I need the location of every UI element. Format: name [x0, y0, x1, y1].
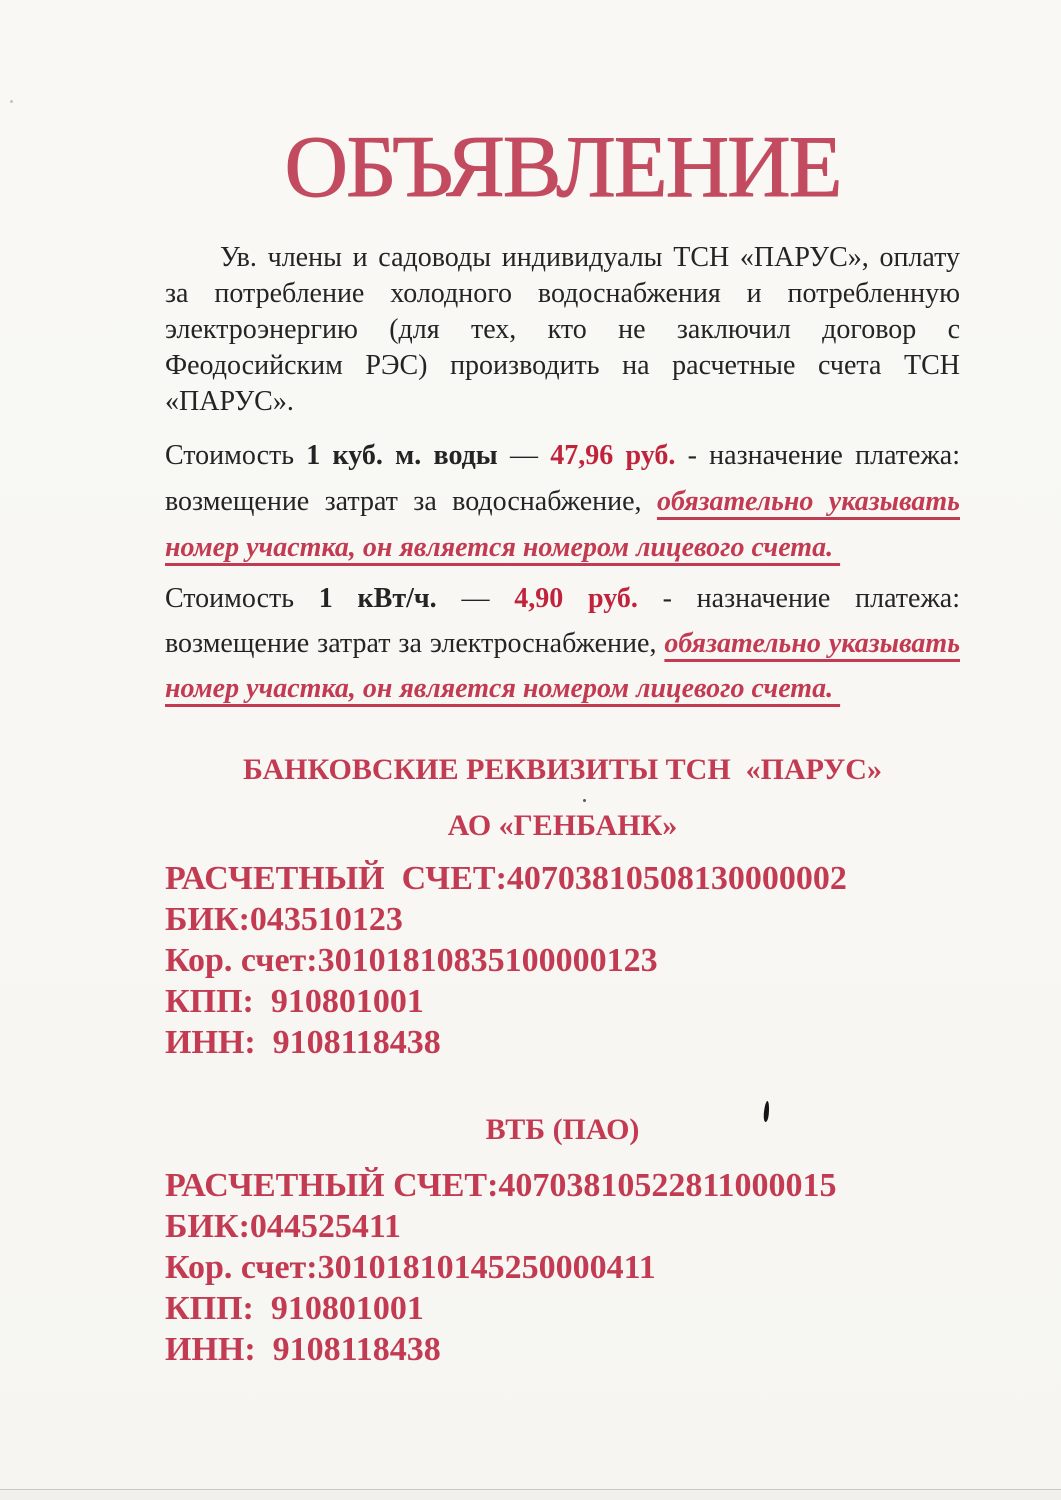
scan-edge [0, 1489, 1061, 1500]
corr-account-line: Кор. счет:30101810835100000123 [165, 942, 658, 979]
water-tariff-purpose: - назначение платежа: возмещение затрат за водоснабжение, [165, 440, 961, 517]
settlement-account-line: РАСЧЕТНЫЙ СЧЕТ:40703810522811000015 [165, 1167, 837, 1204]
electricity-tariff-paragraph [165, 576, 960, 711]
electricity-tariff-unit: 1 кВт/ч. [318, 583, 437, 614]
genbank-details [165, 858, 960, 1063]
bank-name-vtb: ВТБ (ПАО) [485, 1113, 640, 1146]
page-content [0, 119, 1061, 1370]
bik-line: БИК:043510123 [165, 901, 403, 938]
kpp-line: КПП: 910801001 [165, 1290, 424, 1327]
bik-line: БИК:044525411 [165, 1208, 402, 1245]
water-tariff-paragraph [165, 433, 960, 571]
inn-line: ИНН: 9108118438 [165, 1024, 441, 1061]
electricity-tariff-dash: — [436, 583, 515, 614]
bank-name-genbank: АО «ГЕНБАНК» [447, 809, 678, 842]
scan-speck [583, 799, 586, 802]
water-tariff-label: Стоимость [165, 440, 307, 471]
bank-details-heading: БАНКОВСКИЕ РЕКВИЗИТЫ ТСН «ПАРУС» [243, 753, 882, 786]
water-tariff-dash: — [497, 440, 551, 471]
page-title: ОБЪЯВЛЕНИЕ [284, 119, 841, 216]
corr-account-line: Кор. счет:30101810145250000411 [165, 1249, 656, 1286]
intro-paragraph: Ув. члены и садоводы индивидуалы ТСН «ПАРУС», оплату за потребление холодного водоснабжения и потребленную электроэнергию (для тех, кто не заключил договор с Феодосийским РЭС) производить на расчетные счета ТСН «ПАРУС». [165, 242, 960, 417]
electricity-tariff-purpose: - назначение платежа: возмещение затрат за электроснабжение, [165, 583, 960, 659]
settlement-account-line: РАСЧЕТНЫЙ СЧЕТ:40703810508130000002 [165, 860, 847, 897]
scan-speck [10, 100, 13, 103]
vtb-details [165, 1165, 960, 1370]
electricity-tariff-label: Стоимость [165, 583, 319, 614]
electricity-tariff-note: обязательно указывать номер участка, он является номером лицевого счета. [165, 628, 960, 704]
water-tariff-note: обязательно указывать номер участка, он является номером лицевого счета. [165, 486, 960, 563]
water-tariff-unit: 1 куб. м. воды [306, 440, 498, 471]
kpp-line: КПП: 910801001 [165, 983, 424, 1020]
water-tariff-price: 47,96 руб. [550, 440, 676, 471]
inn-line: ИНН: 9108118438 [165, 1331, 441, 1368]
electricity-tariff-price: 4,90 руб. [514, 583, 638, 614]
